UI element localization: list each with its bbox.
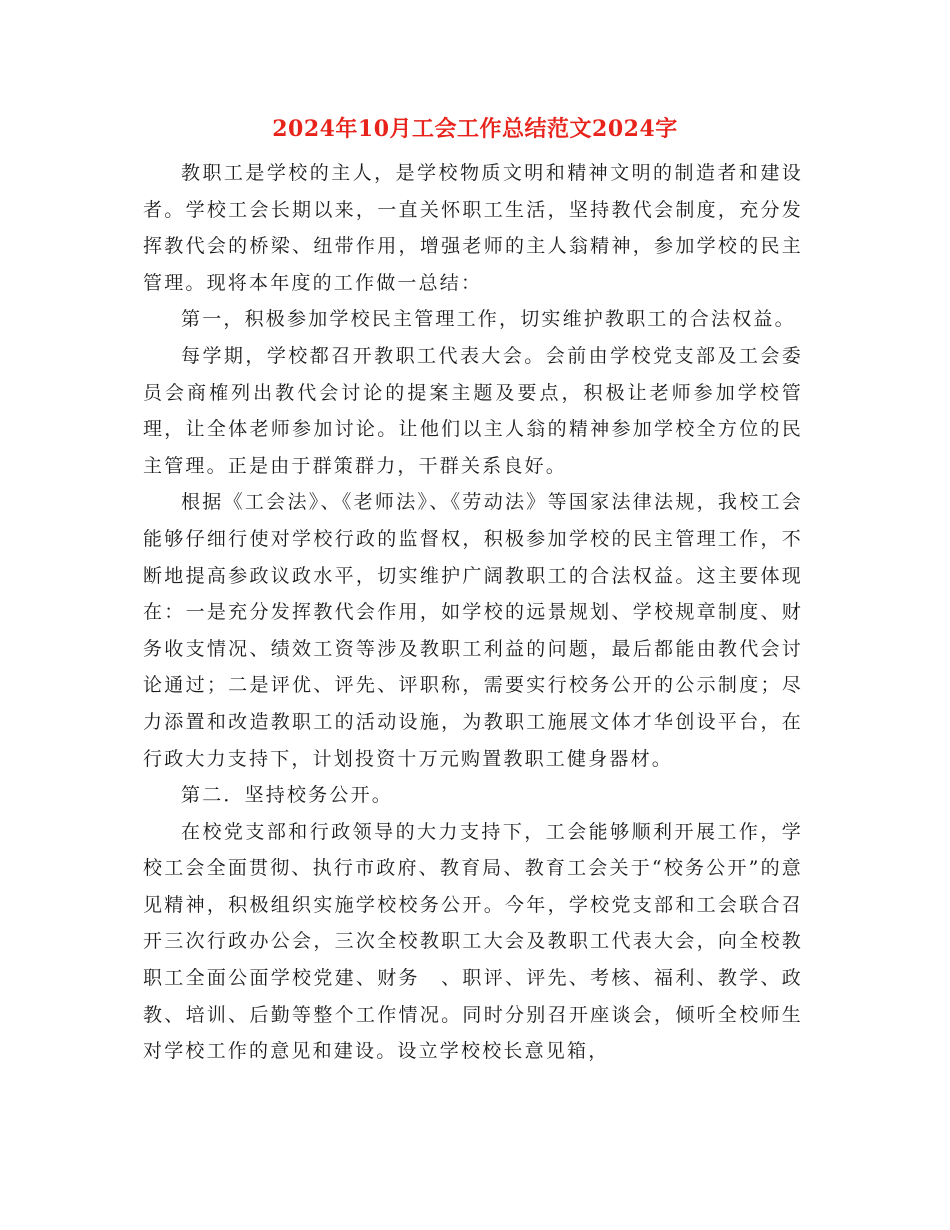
document-body: [143, 155, 803, 1070]
paragraph-congress: 每学期，学校都召开教职工代表大会。会前由学校党支部及工会委员会商榷列出教代会讨论的提案主题及要点，积极让老师参加学校管理，让全体老师参加讨论。让他们以主人翁的精神参加学校全方位的民主管理。正是由于群策群力，干群关系良好。: [143, 344, 803, 477]
paragraph-transparency: 在校党支部和行政领导的大力支持下，工会能够顺利开展工作，学校工会全面贯彻、执行市政府、教育局、教育工会关于“校务公开”的意见精神，积极组织实施学校校务公开。今年，学校党支部和工会联合召开三次行政办公会，三次全校教职工大会及教职工代表大会，向全校教职工全面公面学校党建、财务 、职评、评先、考核、福利、教学、政教、培训、后勤等整个工作情况。同时分别召开座谈会，倾听全校师生对学校工作的意见和建设。设立学校校长意见箱，: [143, 820, 803, 1063]
paragraph-section-one-heading: 第一，积极参加学校民主管理工作，切实维护教职工的合法权益。: [181, 308, 796, 331]
paragraph-supervision: 根据《工会法》、《老师法》、《劳动法》等国家法律法规，我校工会能够仔细行使对学校行政的监督权，积极参加学校的民主管理工作，不断地提高参政议政水平，切实维护广阔教职工的合法权益。这主要体现在：一是充分发挥教代会作用，如学校的远景规划、学校规章制度、财务收支情况、绩效工资等涉及教职工利益的问题，最后都能由教代会讨论通过；二是评优、评先、评职称，需要实行校务公开的公示制度；尽力添置和改造教职工的活动设施，为教职工施展文体才华创设平台，在行政大力支持下，计划投资十万元购置教职工健身器材。: [143, 491, 803, 770]
paragraph-intro: 教职工是学校的主人，是学校物质文明和精神文明的制造者和建设者。学校工会长期以来，一直关怀职工生活，坚持教代会制度，充分发挥教代会的桥梁、纽带作用，增强老师的主人翁精神，参加学校的民主管理。现将本年度的工作做一总结：: [143, 162, 803, 294]
paragraph-section-two-heading: 第二．坚持校务公开。: [181, 784, 394, 807]
document-title: 2024年10月工会工作总结范文2024字: [272, 116, 678, 142]
